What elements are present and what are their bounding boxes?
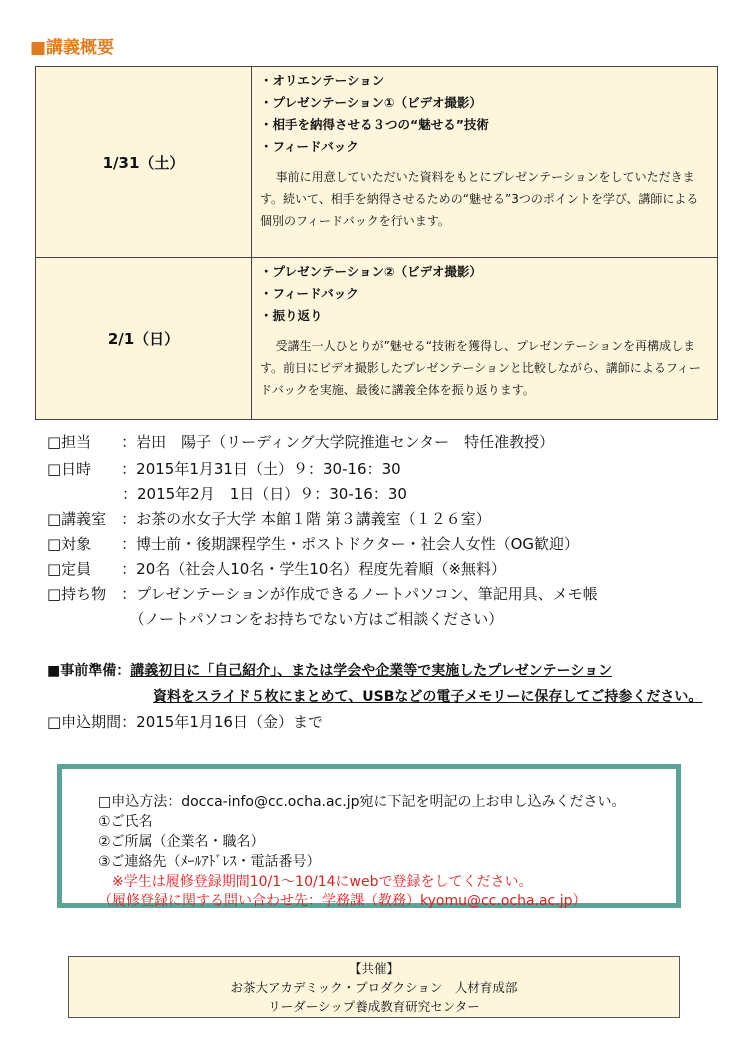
info-datetime: □日時 ：2015年1月31日（土）９：30-16：30 [47, 460, 401, 478]
schedule-row-day2 [36, 258, 718, 420]
apply-item: ③ご連絡先（ﾒｰﾙｱﾄﾞﾚｽ・電話番号） [98, 854, 321, 870]
prep-text: 講義初日に「自己紹介」、または学会や企業等で実施したプレゼンテーション [130, 663, 613, 679]
apply-method: □申込方法：docca-info@cc.ocha.ac.jp宛に下記を明記の上お申し込みください。 [98, 794, 626, 810]
sponsor-heading: 【共催】 [348, 961, 399, 976]
schedule-description: 受講生一人ひとりが”魅せる“技術を獲得し、プレゼンテーションを再構成します。前日にビデオ撮影したプレゼンテーションと比較しながら、講師によるフィードバックを実施、最後に講義全体を振り返ります。 [260, 339, 701, 397]
schedule-row-day1 [36, 67, 718, 258]
apply-period: □申込期間：2015年1月16日（金）まで [47, 713, 323, 731]
prep-label: ■事前準備： [47, 663, 131, 679]
info-target: □対象 ：博士前・後期課程学生・ポストドクター・社会人女性（OG歓迎） [47, 535, 580, 553]
section-title: ■講義概要 [30, 38, 115, 58]
application-box [57, 764, 681, 908]
sponsor-org: リーダーシップ養成教育研究センター [268, 999, 480, 1014]
sponsor-org: お茶大アカデミック・プロダクション 人材育成部 [230, 980, 518, 995]
schedule-content [252, 67, 718, 258]
prep-line1 [47, 660, 612, 680]
sponsor-box [68, 956, 680, 1018]
agenda-item: ・フィードバック [260, 139, 359, 154]
schedule-date: 1/31（土） [36, 67, 252, 258]
info-room: □講義室 ：お茶の水女子大学 本館１階 第３講義室（１２６室） [47, 510, 491, 528]
agenda-item: ・振り返り [260, 308, 323, 323]
agenda-item: ・相手を納得させる３つの“魅せる”技術 [260, 117, 489, 132]
info-datetime: ：2015年2月 1日（日）９：30-16：30 [47, 485, 407, 503]
schedule-date: 2/1（日） [36, 258, 252, 420]
apply-note: （履修登録に関する問い合わせ先：学務課（教務）kyomu@cc.ocha.ac.jp） [98, 893, 587, 909]
schedule-table [35, 66, 718, 420]
agenda-item: ・オリエンテーション [260, 73, 385, 88]
schedule-content [252, 258, 718, 420]
prep-line2 [153, 686, 702, 706]
apply-note: ※学生は履修登録期間10/1～10/14にwebで登録をしてください。 [98, 874, 533, 890]
agenda-item: ・フィードバック [260, 286, 359, 301]
agenda-item: ・プレゼンテーション①（ビデオ撮影） [260, 95, 482, 110]
apply-item: ②ご所属（企業名・職名） [98, 834, 265, 850]
info-lecturer: □担当 ：岩田 陽子（リーディング大学院推進センター 特任准教授） [47, 433, 555, 451]
schedule-description: 事前に用意していただいた資料をもとにプレゼンテーションをしていただきます。続いて、相手を納得させるための“魅せる”3つのポイントを学び、講師による個別のフィードバックを行います。 [260, 170, 699, 228]
info-belongings-note: （ノートパソコンをお持ちでない方はご相談ください） [47, 610, 504, 628]
agenda-item: ・プレゼンテーション②（ビデオ撮影） [260, 264, 482, 279]
prep-text: 資料をスライド５枚にまとめて、USBなどの電子メモリーに保存してご持参ください。 [153, 689, 703, 705]
info-capacity: □定員 ：20名（社会人10名・学生10名）程度先着順（※無料） [47, 560, 507, 578]
info-belongings: □持ち物 ：プレゼンテーションが作成できるノートパソコン、筆記用具、メモ帳 [47, 585, 598, 603]
apply-item: ①ご氏名 [98, 814, 153, 830]
